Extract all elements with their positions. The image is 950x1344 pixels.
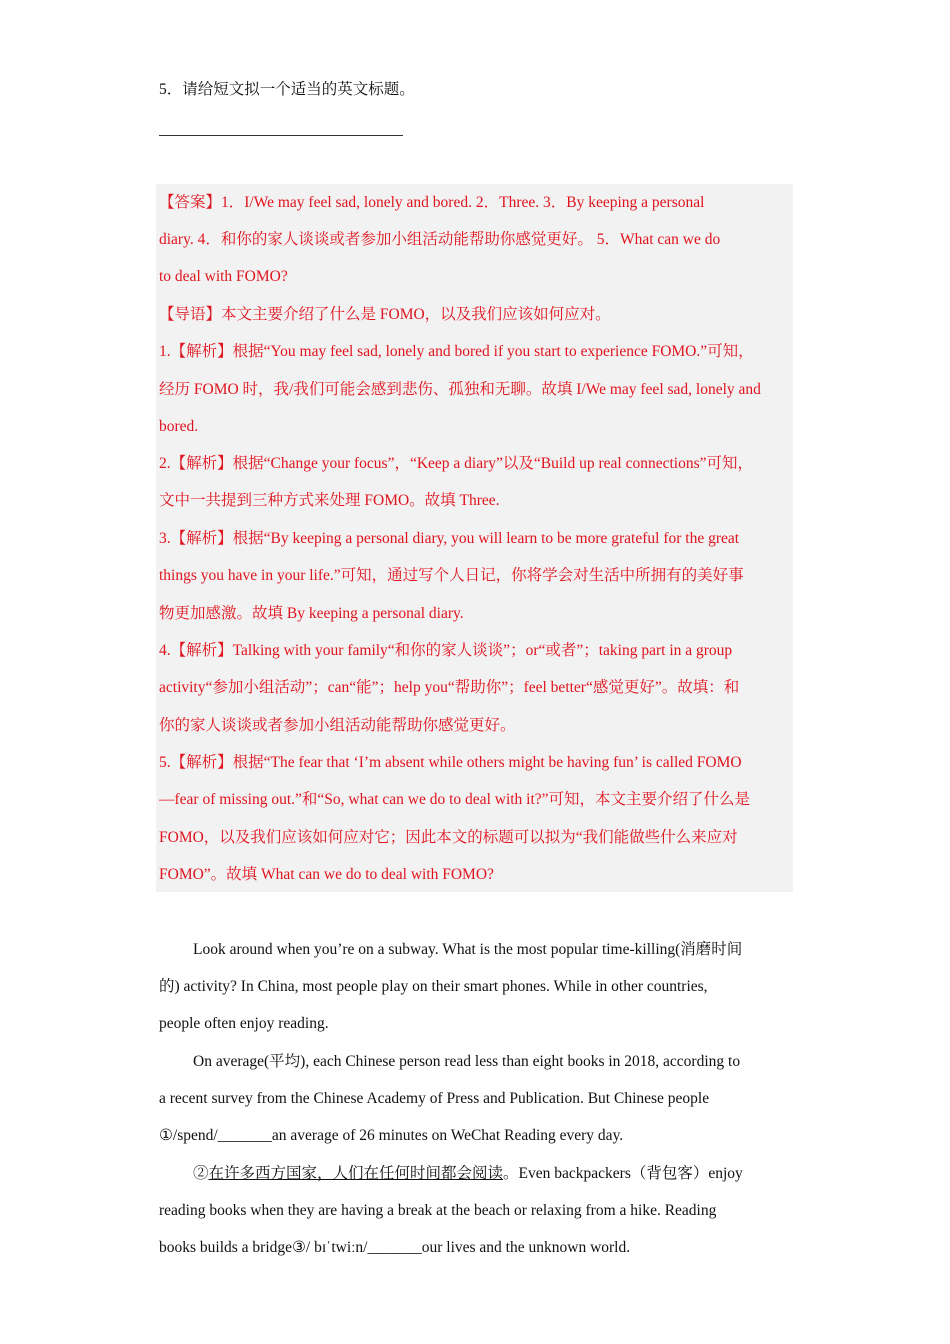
analysis-3-line: 3.【解析】根据“By keeping a personal diary, you will learn to be more grateful for the great: [159, 530, 740, 547]
analysis-5-line: 5.【解析】根据“The fear that ‘I’m absent while others might be having fun’ is called FOMO: [159, 754, 742, 771]
passage-paragraph-3-line: books builds a bridge③/ bɪˈtwiːn/_______our lives and the unknown world.: [159, 1239, 631, 1256]
analysis-5-line: FOMO”。故填 What can we do to deal with FOMO?: [159, 866, 494, 883]
passage-paragraph-2-line: On average(平均), each Chinese person read less than eight books in 2018, according to: [193, 1053, 741, 1070]
analysis-4-line: activity“参加小组活动”；can“能”；help you“帮助你”；feel better“感觉更好”。故填：和: [159, 679, 740, 696]
passage-paragraph-2-line: a recent survey from the Chinese Academy of Press and Publication. But Chinese people: [159, 1090, 710, 1107]
analysis-4-line: 你的家人谈谈或者参加小组活动能帮助你感觉更好。: [159, 717, 516, 734]
passage-paragraph-1-line: 的) activity? In China, most people play on their smart phones. While in other countries,: [159, 978, 708, 995]
analysis-1-line: bored.: [159, 418, 199, 435]
answer-blank-line[interactable]: [159, 135, 403, 136]
analysis-2-line: 文中一共提到三种方式来处理 FOMO。故填 Three.: [159, 492, 500, 509]
passage-paragraph-2-line: ①/spend/_______an average of 26 minutes on WeChat Reading every day.: [159, 1127, 624, 1144]
analysis-1-line: 1.【解析】根据“You may feel sad, lonely and bored if you start to experience FOMO.”可知，: [159, 343, 754, 360]
passage-text: 。Even backpackers（背包客）enjoy: [503, 1165, 743, 1182]
analysis-3-line: 物更加感激。故填 By keeping a personal diary.: [159, 605, 464, 622]
answer-line: to deal with FOMO?: [159, 268, 288, 285]
translation-sentence: 在许多西方国家，人们在任何时间都会阅读: [208, 1165, 504, 1182]
passage-paragraph-3-first-line: [193, 1164, 743, 1184]
answer-line: 【答案】1．I/We may feel sad, lonely and bored. 2．Three. 3．By keeping a personal: [159, 194, 705, 211]
question-5-prompt: 5．请给短文拟一个适当的英文标题。: [159, 81, 415, 98]
passage-paragraph-1-line: people often enjoy reading.: [159, 1015, 329, 1032]
analysis-4-line: 4.【解析】Talking with your family“和你的家人谈谈”；or“或者”；taking part in a group: [159, 642, 733, 659]
analysis-3-line: things you have in your life.”可知，通过写个人日记，你将学会对生活中所拥有的美好事: [159, 567, 744, 584]
passage-paragraph-1-line: Look around when you’re on a subway. What is the most popular time-killing(消磨时间: [193, 941, 743, 958]
analysis-5-line: FOMO，以及我们应该如何应对它；因此本文的标题可以拟为“我们能做些什么来应对: [159, 829, 738, 846]
analysis-2-line: 2.【解析】根据“Change your focus”，“Keep a diary”以及“Build up real connections”可知，: [159, 455, 754, 472]
analysis-1-line: 经历 FOMO 时，我/我们可能会感到悲伤、孤独和无聊。故填 I/We may feel sad, lonely and: [159, 381, 761, 398]
blank-2-marker: ②: [193, 1165, 209, 1182]
answer-line: diary. 4．和你的家人谈谈或者参加小组活动能帮助你感觉更好。 5．What can we do: [159, 231, 721, 248]
passage-paragraph-3-line: reading books when they are having a break at the beach or relaxing from a hike. Reading: [159, 1202, 717, 1219]
analysis-5-line: —fear of missing out.”和“So, what can we do to deal with it?”可知，本文主要介绍了什么是: [159, 791, 751, 808]
lead-line: 【导语】本文主要介绍了什么是 FOMO，以及我们应该如何应对。: [159, 306, 611, 323]
